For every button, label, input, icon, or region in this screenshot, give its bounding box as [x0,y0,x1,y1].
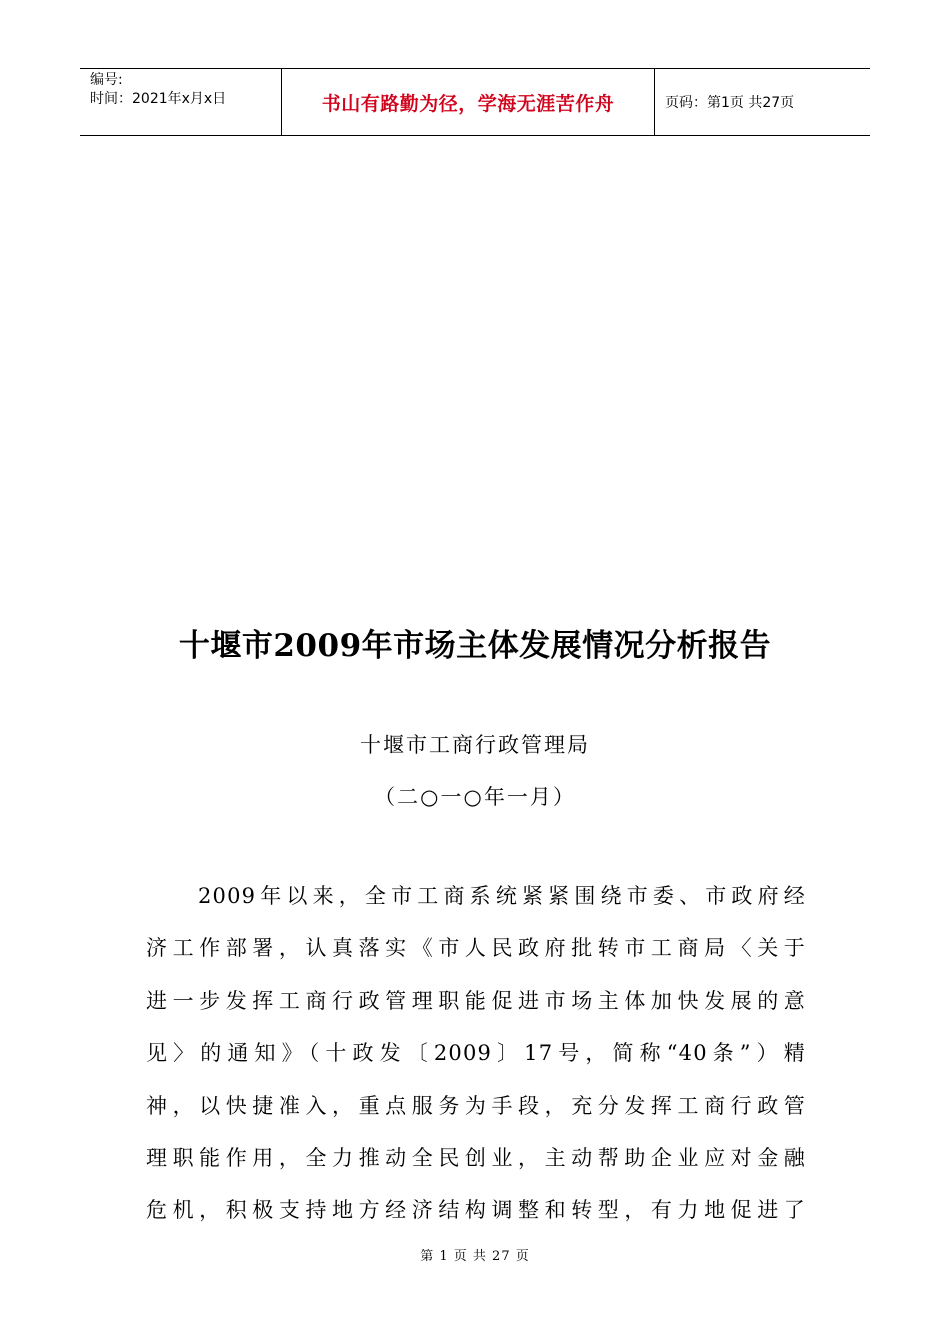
body-line: 济工作部署，认真落实《市人民政府批转市工商局〈关于 [146,936,806,961]
header-table [80,68,870,136]
document-number-label: 编号: [90,72,123,88]
header-meta-cell [80,69,282,135]
issuing-organization: 十堰市工商行政管理局 [360,733,590,757]
motto-text: 书山有路勤为径，学海无涯苦作舟 [321,92,615,115]
document-time-label: 时间：2021年x月x日 [90,91,227,107]
body-line: 危机，积极支持地方经济结构调整和转型，有力地促进了 [146,1198,806,1223]
header-motto-cell [282,69,655,135]
body-paragraph [146,876,806,1243]
page-footer: 第 1 页 共 27 页 [420,1249,530,1264]
body-line: 见〉的通知》（十政发〔2009〕17号，简称“40条”）精 [146,1041,806,1066]
body-line: 神，以快捷准入，重点服务为手段，充分发挥工商行政管 [146,1093,806,1118]
header-page-info: 页码：第1页 共27页 [665,95,795,111]
document-date: （二○一○年一月） [374,785,576,809]
body-line: 2009年以来，全市工商系统紧紧围绕市委、市政府经 [198,884,806,908]
body-line: 进一步发挥工商行政管理职能促进市场主体加快发展的意 [146,988,806,1013]
body-line: 理职能作用，全力推动全民创业，主动帮助企业应对金融 [146,1145,806,1170]
header-page-cell [655,69,870,135]
document-title: 十堰市2009年市场主体发展情况分析报告 [178,628,772,664]
